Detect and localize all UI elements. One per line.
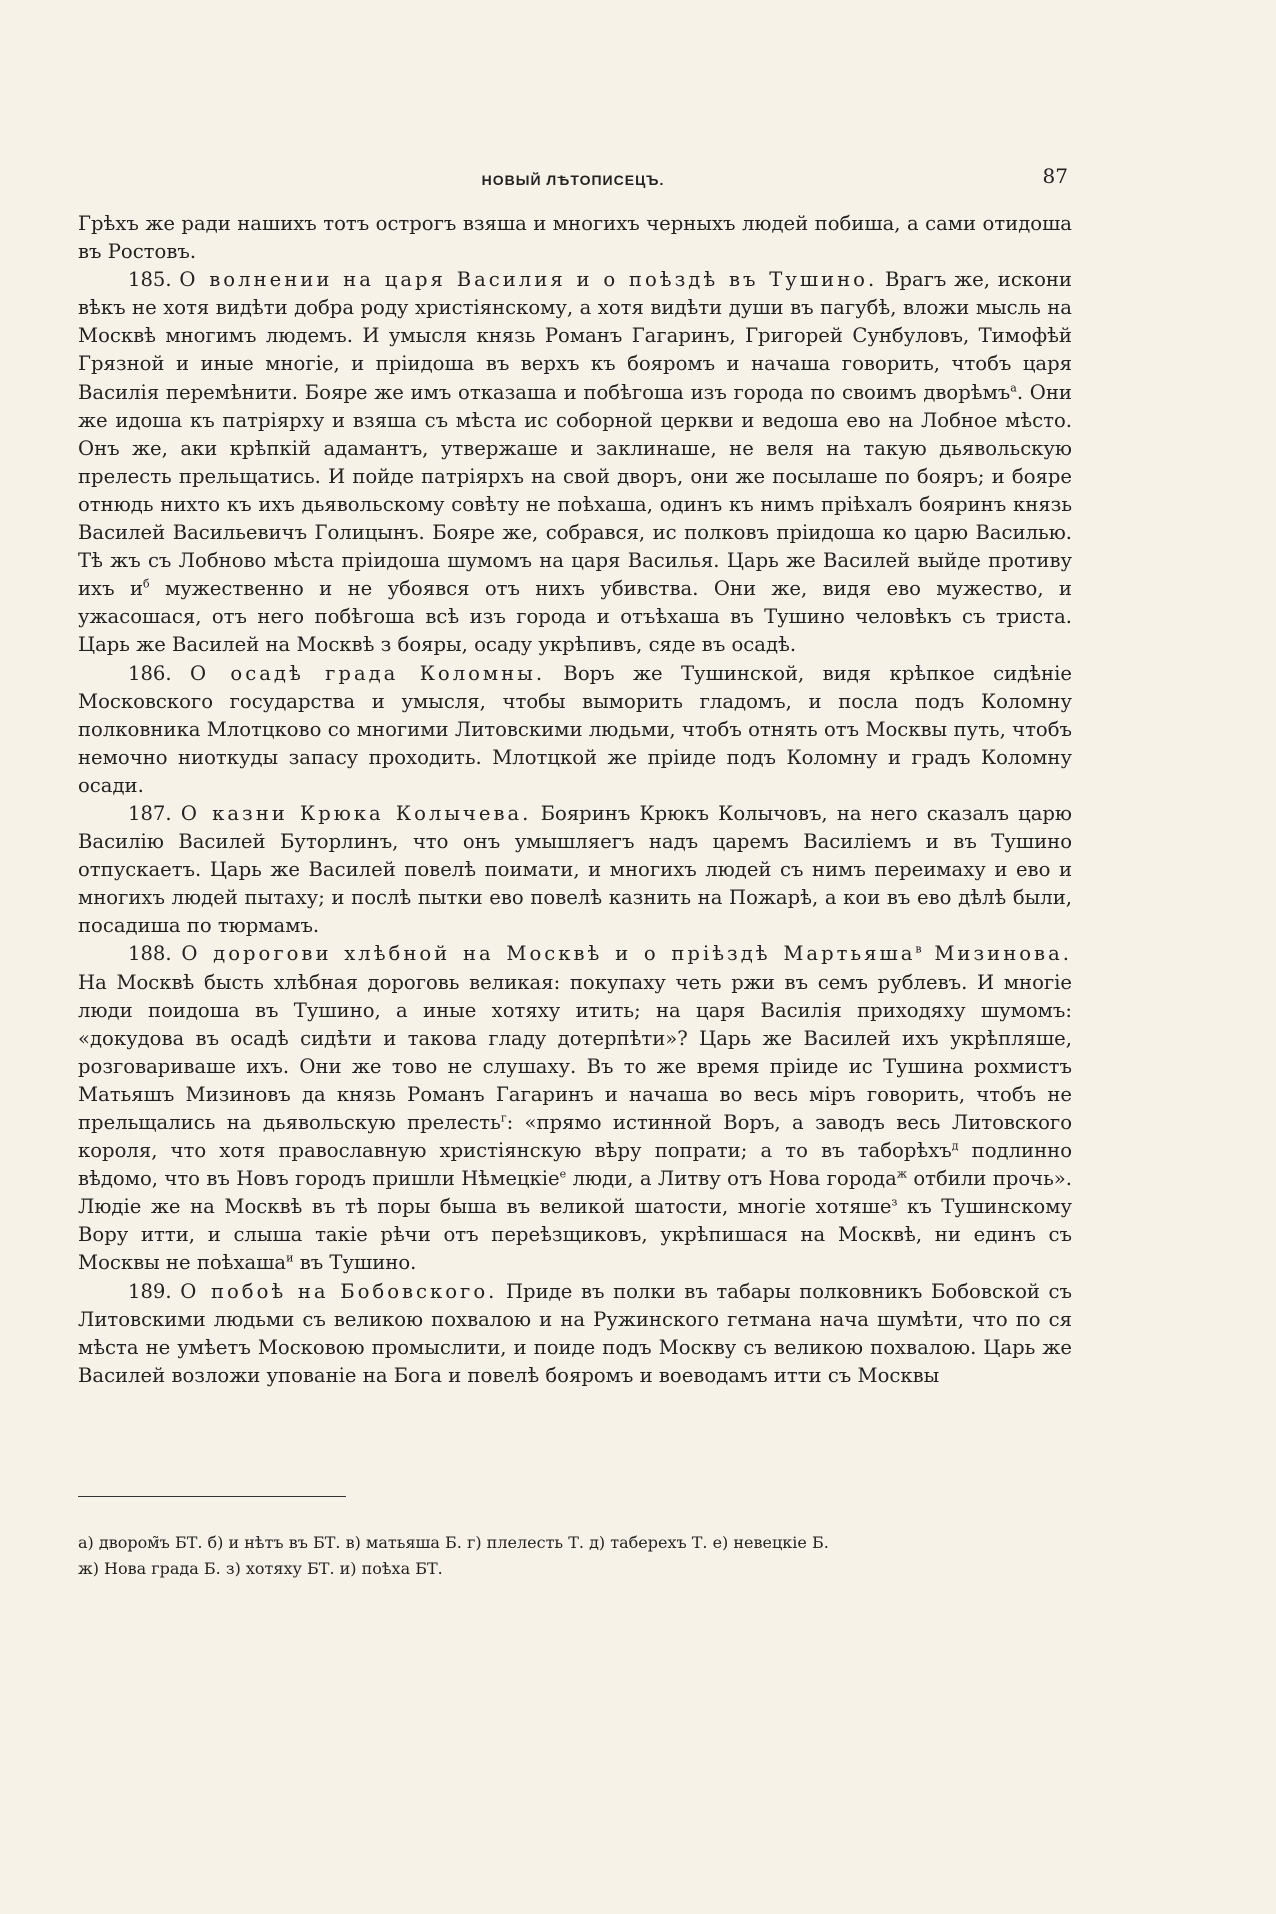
section-text: Врагъ же, искони вѣкъ не хотя видѣти добра роду христіянскому, а хотя видѣти души въ пагубѣ, вложи мысль на Москвѣ многимъ людемъ. И умысля князь Романъ Гагаринъ, Григорей Сунбуловъ, Тимофѣй Грязной и иные многіе, и пріидоша въ верхъ къ бояромъ и начаша говорить, чтобъ царя Василія перемѣнити. Бояре же имъ отказаша и побѣгоша изъ города по своимъ дворѣмъ [78, 268, 1072, 404]
running-title: НОВЫЙ ЛѢТОПИСЕЦЪ. [481, 172, 665, 188]
section-187 [78, 800, 1072, 940]
footnote-line: а) двором̃ъ БТ. б) и нѣтъ въ БТ. в) матьяша Б. г) плелесть Т. д) таберехъ Т. е) невецкіе Б. [78, 1533, 829, 1552]
footnote-mark: б [143, 577, 150, 591]
footnote-divider [78, 1496, 346, 1497]
footnote-mark: г [500, 1111, 507, 1125]
page-number: 87 [1042, 164, 1068, 188]
section-heading: О дорогови хлѣбной на Москвѣ и о пріѣздѣ Мартьяша [181, 942, 916, 966]
footnote-mark: е [559, 1167, 567, 1181]
section-188 [78, 940, 1072, 1277]
footnote-mark: з [891, 1195, 898, 1209]
section-heading: О волнении на царя Василия и о поѣздѣ въ Тушино. [179, 268, 878, 292]
section-185 [78, 266, 1072, 659]
section-189 [78, 1278, 1072, 1390]
intro-paragraph [78, 210, 1072, 266]
section-heading: О осадѣ града Коломны. [190, 661, 546, 685]
footnotes [78, 1530, 1072, 1582]
footnote-mark: и [286, 1251, 294, 1265]
section-number: 185. [128, 268, 180, 292]
section-number: 188. [128, 942, 182, 966]
section-text: люди, а Литву отъ Нова города [566, 1167, 897, 1191]
section-heading: Мизинова. [921, 942, 1072, 966]
section-heading: О побоѣ на Бобовского. [180, 1279, 498, 1303]
footnote-mark: д [951, 1139, 959, 1153]
section-text: Приде въ полки въ табары полковникъ Бобовской съ Литовскими людьми съ великою похвалою и на Ружинского гетмана нача шумѣти, что по ся мѣста не умѣетъ Московою промыслити, и поиде подъ Москву съ великою похвалою. Царь же Василей возложи упованіе на Бога и повелѣ бояромъ и воеводамъ итти съ Москвы [78, 1279, 1072, 1387]
section-text: : «прямо истинной Воръ, а заводъ весь Литовского короля, что хотя православную христіянскую вѣру попрати; а то въ таборѣхъ [78, 1111, 1072, 1163]
section-text: Воръ же Тушинской, видя крѣпкое сидѣніе Московского государства и умысля, чтобы выморить гладомъ, и посла подъ Коломну полковника Млотцково со многими Литовскими людьми, чтобъ отнять отъ Москвы путь, чтобъ немочно ниоткуды запасу проходить. Млотцкой же пріиде подъ Коломну и градъ Коломну осади. [78, 661, 1072, 797]
section-186 [78, 660, 1072, 800]
section-text: Бояринъ Крюкъ Колычовъ, на него сказалъ царю Василію Василей Буторлинъ, что онъ умышляегъ надъ царемъ Василіемъ и въ Тушино отпускаетъ. Царь же Василей повелѣ поимати, и многихъ людей съ нимъ переимаху и ево и многихъ людей пытаху; и послѣ пытки ево повелѣ казнить на Пожарѣ, а кои въ ево дѣлѣ были, посадиша по тюрмамъ. [78, 801, 1072, 938]
section-number: 187. [128, 801, 181, 825]
intro-text: Грѣхъ же ради нашихъ тотъ острогъ взяша и многихъ черныхъ людей побиша, а сами отидоша въ Ростовъ. [78, 212, 1072, 264]
section-number: 186. [128, 661, 190, 685]
section-text: . Они же идоша къ патріярху и взяша съ мѣста ис соборной церкви и ведоша ево на Лобное мѣсто. Онъ же, аки крѣпкій адамантъ, утвержаше и заклинаше, не веля на такую дьявольскую прелесть прельщатись. И пойде патріярхъ на свой дворъ, они же посылаше по бояръ; и бояре отнюдь нихто къ ихъ дьявольскому совѣту не поѣхаша, одинъ къ нимъ пріѣхалъ бояринъ князь Василей Васильевичъ Голицынъ. Бояре же, собрався, ис полковъ пріидоша ко царю Василью. Тѣ жъ съ Лобново мѣста пріидоша шумомъ на царя Василья. Царь же Василей выйде противу ихъ и [78, 380, 1072, 601]
footnote-mark: в [915, 942, 922, 956]
footnote-line: ж) Нова града Б. з) хотяху БТ. и) поѣха БТ. [78, 1559, 443, 1578]
main-text [78, 210, 1072, 1390]
footnote-mark: а [1010, 381, 1017, 395]
section-text: подлинно вѣдомо, что въ Новъ городъ пришли Нѣмецкіе [78, 1139, 1072, 1191]
footnote-mark: ж [896, 1167, 907, 1181]
section-text: въ Тушино. [293, 1251, 417, 1275]
section-text: мужественно и не убоявся отъ нихъ убивства. Они же, видя ево мужество, и ужасошася, отъ него побѣгоша всѣ изъ города и отъѣхаша въ Тушино человѣкъ съ триста. Царь же Василей на Москвѣ з бояры, осаду укрѣпивъ, сяде въ осадѣ. [78, 577, 1072, 657]
page-header [78, 164, 1068, 194]
section-text: къ Тушинскому Вору итти, и слыша такіе рѣчи отъ переѣзщиковъ, укрѣпишася на Москвѣ, ни единъ съ Москвы не поѣхаша [78, 1195, 1073, 1275]
section-heading: О казни Крюка Колычева. [180, 801, 532, 825]
section-text: На Москвѣ бысть хлѣбная дороговь великая: покупаху четь ржи въ семъ рублевъ. И многіе люди поидоша въ Тушино, а иные хотяху итить; на царя Василія приходяху шумомъ: «докудова въ осадѣ сидѣти и такова гладу дотерпѣти»? Царь же Василей ихъ укрѣпляше, розговариваше ихъ. Они же тово не слушаху. Въ то же время пріиде ис Тушина рохмистъ Матьяшъ Мизиновъ да князь Романъ Гагаринъ и начаша во весь міръ говорить, чтобъ не прельщались на дьявольскую прелесть [78, 970, 1072, 1134]
section-text: отбили прочь». Людіе же на Москвѣ въ тѣ поры быша въ великой шатости, многіе хотяше [78, 1167, 1072, 1219]
section-number: 189. [128, 1279, 181, 1303]
